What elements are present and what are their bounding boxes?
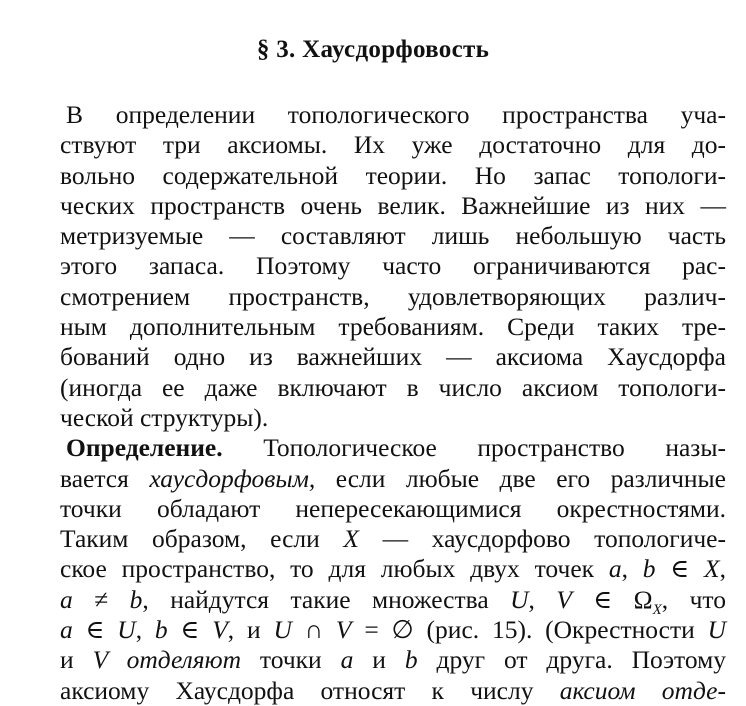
- text-span: и: [60, 645, 93, 675]
- math-symbol: Ω: [633, 584, 653, 614]
- math-var: X: [652, 601, 662, 618]
- math-symbol: ∈: [167, 615, 213, 645]
- text-line: смотрением пространств, удовлетворяющих различ-: [60, 281, 726, 311]
- text-line: ным дополнительным требованиям. Среди таких тре-: [60, 312, 726, 342]
- math-var: a: [340, 645, 354, 675]
- text-line: метризуемые — составляют лишь небольшую часть: [60, 221, 726, 251]
- math-var: a: [60, 584, 73, 614]
- text-line: В определении топологического пространства уча-: [66, 100, 726, 129]
- text-line: [60, 524, 726, 554]
- text-span: = ∅ (рис. 15). (Окрестности: [351, 615, 708, 645]
- math-var: U: [273, 615, 292, 645]
- math-var: V: [92, 645, 108, 675]
- text-span: ,: [135, 615, 155, 645]
- math-var: b: [642, 554, 656, 584]
- text-line: [60, 676, 726, 706]
- text-span: , и: [227, 615, 274, 645]
- text-line: точки обладают непересекающимися окрестностями.: [60, 493, 726, 523]
- text-line: (иногда ее даже включают в число аксиом топологи-: [60, 372, 726, 402]
- defined-term: хаусдорфовым,: [149, 463, 316, 493]
- math-symbol: ∈: [72, 615, 118, 645]
- text-line: ческих пространств очень велик. Важнейшие из них —: [60, 190, 726, 220]
- text-span: вается: [60, 463, 150, 493]
- text-span: , найдутся такие множества: [142, 584, 511, 614]
- emphasis: аксиом отде-: [559, 675, 726, 705]
- emphasis: отделяют: [107, 645, 242, 675]
- text-span: Топологическое пространство назы-: [222, 433, 726, 463]
- text-line: этого запаса. Поэтому часто ограничиваются рас-: [60, 251, 726, 281]
- math-symbol: ∩: [291, 615, 336, 645]
- math-symbol: ∈: [571, 584, 634, 614]
- text-span: если любые две его различные: [315, 463, 727, 493]
- text-span: точки: [241, 645, 341, 675]
- text-span: друг от друга. Поэтому: [417, 645, 726, 675]
- text-line: ствуют три аксиомы. Их уже достаточно для до-: [60, 130, 726, 160]
- text-line: бований одно из важнейших — аксиома Хаусдорфа: [60, 342, 726, 372]
- paragraph-intro: [60, 100, 726, 433]
- text-span: — хаусдорфово топологиче-: [358, 524, 726, 554]
- math-var: X: [704, 554, 720, 584]
- text-line: [60, 464, 726, 494]
- body-text: [60, 100, 726, 706]
- math-var: b: [154, 615, 168, 645]
- math-var: V: [556, 584, 572, 614]
- math-var: a: [608, 554, 622, 584]
- math-var: b: [404, 645, 418, 675]
- text-line: [60, 615, 726, 645]
- math-var: X: [343, 524, 359, 554]
- math-symbol: ≠: [72, 584, 130, 614]
- text-line: [60, 433, 726, 463]
- text-span: ,: [621, 554, 643, 584]
- math-var: a: [60, 615, 73, 645]
- math-symbol: ∈: [655, 554, 705, 584]
- math-var: b: [129, 584, 143, 614]
- text-span: и: [353, 645, 405, 675]
- text-span: аксиому Хаусдорфа относят к числу: [60, 675, 560, 705]
- text-span: ,: [528, 584, 557, 614]
- text-span: ское пространство, то для любых двух точек: [60, 554, 609, 584]
- text-line: вольно содержательной теории. Но запас топологи-: [60, 160, 726, 190]
- text-span: Таким образом, если: [60, 524, 344, 554]
- math-var: U: [117, 615, 136, 645]
- section-heading: § 3. Хаусдорфовость: [256, 36, 490, 63]
- text-line: [60, 645, 726, 675]
- text-span: , что: [661, 584, 726, 614]
- text-line: [60, 584, 726, 618]
- text-line: [60, 554, 726, 584]
- math-var: V: [212, 615, 228, 645]
- definition-label: Определение.: [66, 433, 223, 463]
- paragraph-definition: [60, 433, 726, 706]
- math-var: U: [707, 615, 726, 645]
- math-var: V: [335, 615, 352, 645]
- text-line: ческой структуры).: [60, 402, 269, 432]
- math-var: U: [510, 584, 529, 614]
- text-span: ,: [719, 554, 726, 584]
